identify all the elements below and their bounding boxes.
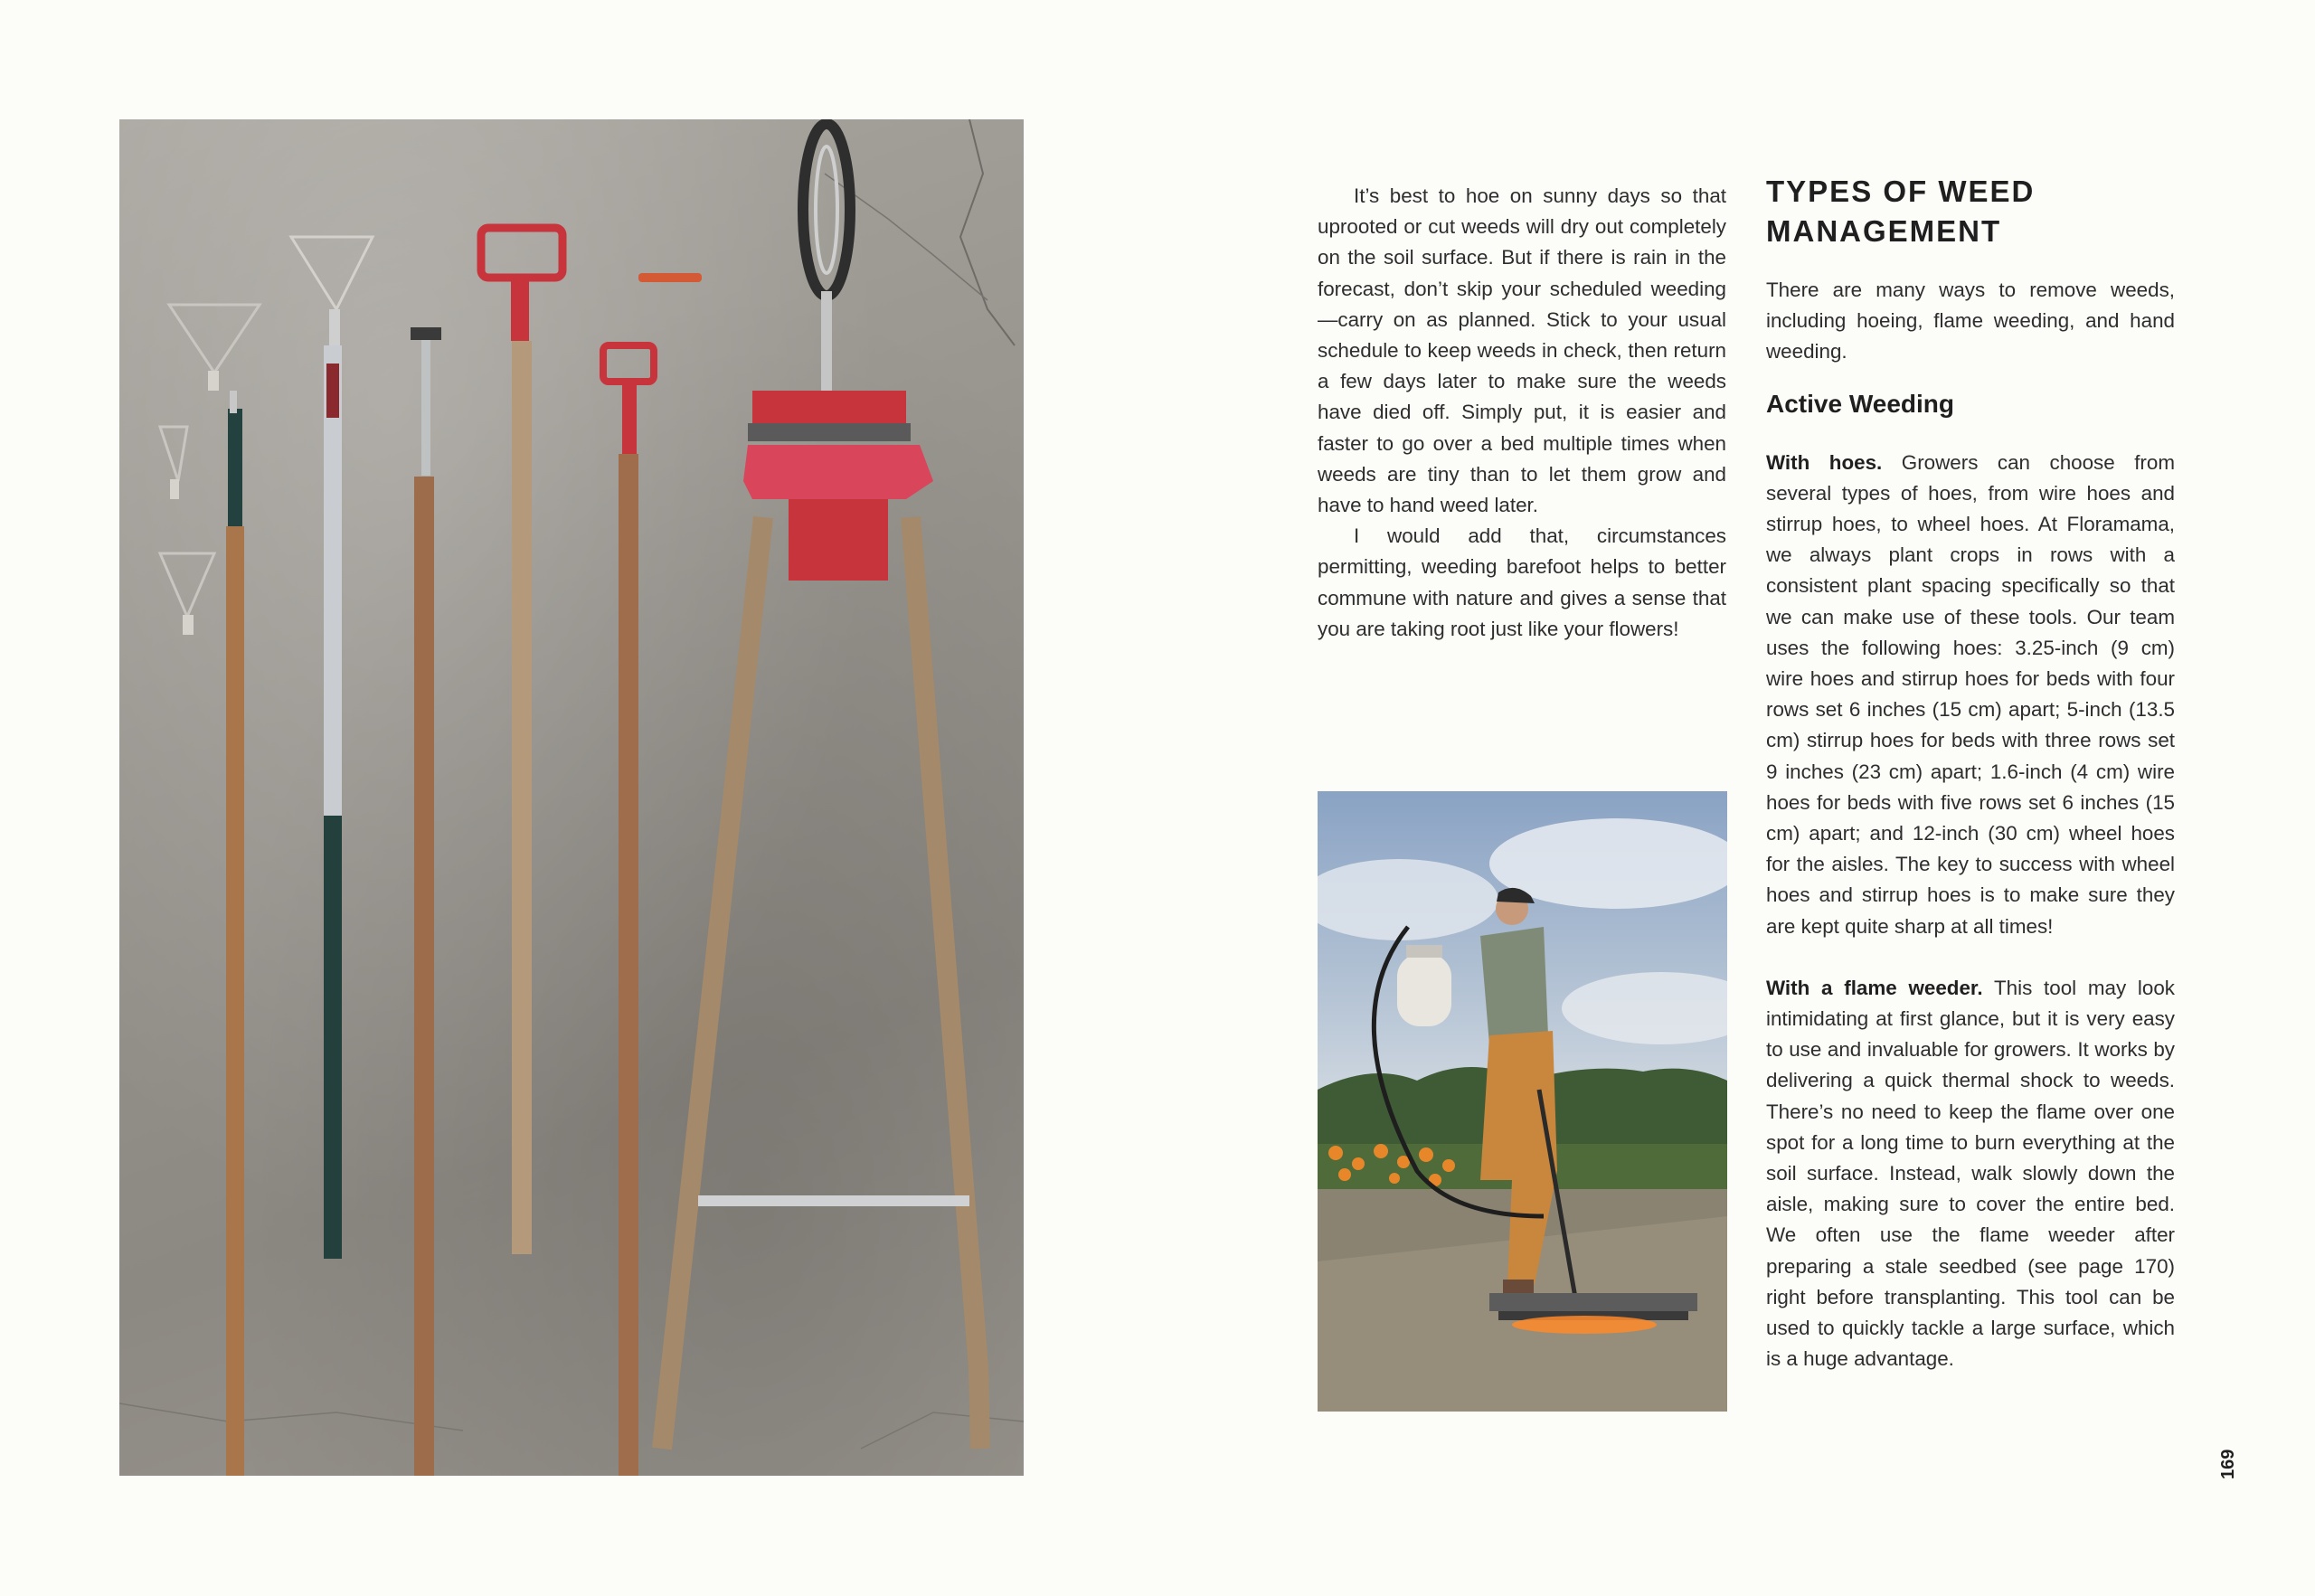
page-number: 169 — [2218, 1449, 2238, 1479]
text-column-right — [1766, 172, 2175, 1375]
body-paragraph: It’s best to hoe on sunny days so that uprooted or cut weeds will dry out completely on the soil surface. But if there is rain in the forecast, don’t skip your scheduled weeding—carry on as planned. Stick to your usual schedule to keep weeds in check, then return a few days later to make sure the weeds have died off. Simply put, it is easier and faster to go over a bed multiple times when weeds are tiny than to let them grow and have to hand weed later. — [1318, 184, 1726, 517]
hoes-lead: With hoes. — [1766, 450, 1883, 474]
flame-text: This tool may look intimidating at first glance, but it is very easy to use and invaluable for growers. It works by delivering a quick thermal shock to weeds. There’s no need to keep the flame over one spot for a long time to burn everything at the soil surface. Instead, walk slowly down the aisle, making sure to cover the entire bed. We often use the flame weeder after preparing a stale seedbed (see page 170) right before transplanting. This tool can be used to quickly tackle a large surface, which is a huge advantage. — [1766, 976, 2176, 1371]
intro-paragraph: There are many ways to remove weeds, including hoeing, flame weeding, and hand weeding. — [1766, 279, 2175, 364]
hoes-paragraph — [1766, 448, 2175, 942]
hoes-text: Growers can choose from several types of hoes, from wire hoes and stirrup hoes, to wheel hoes. At Floramama, we always plant crops in rows with a consistent plant spacing specifically so that we can make use of these tools. Our team uses the following hoes: 3.25-inch (9 cm) wire hoes and stirrup hoes for beds with four rows set 6 inches (15 cm) apart; 5-inch (13.5 cm) stirrup hoes for beds with three rows set 9 inches (23 cm) apart; 1.6-inch (4 cm) wire hoes for beds with five rows set 6 inches (15 cm) apart; and 12-inch (30 cm) wheel hoes for the aisles. The key to success with wheel hoes and stirrup hoes is to make sure they are kept quite sharp at all times! — [1766, 450, 2175, 938]
body-paragraph: I would add that, circumstances permitting, weeding barefoot helps to better commune with nature and gives a sense that you are taking root just like your flowers! — [1318, 524, 1726, 640]
flame-paragraph — [1766, 973, 2175, 1375]
section-heading: TYPES OF WEED MANAGEMENT — [1766, 175, 2036, 248]
flame-lead: With a flame weeder. — [1766, 976, 1983, 999]
tools-illustration — [119, 119, 1024, 1476]
subheading-active-weeding: Active Weeding — [1766, 389, 1954, 418]
weeding-tools-photo — [119, 119, 1024, 1476]
flame-weeder-illustration — [1318, 791, 1727, 1412]
text-column-left — [1318, 181, 1726, 645]
flame-weeder-photo — [1318, 791, 1727, 1412]
